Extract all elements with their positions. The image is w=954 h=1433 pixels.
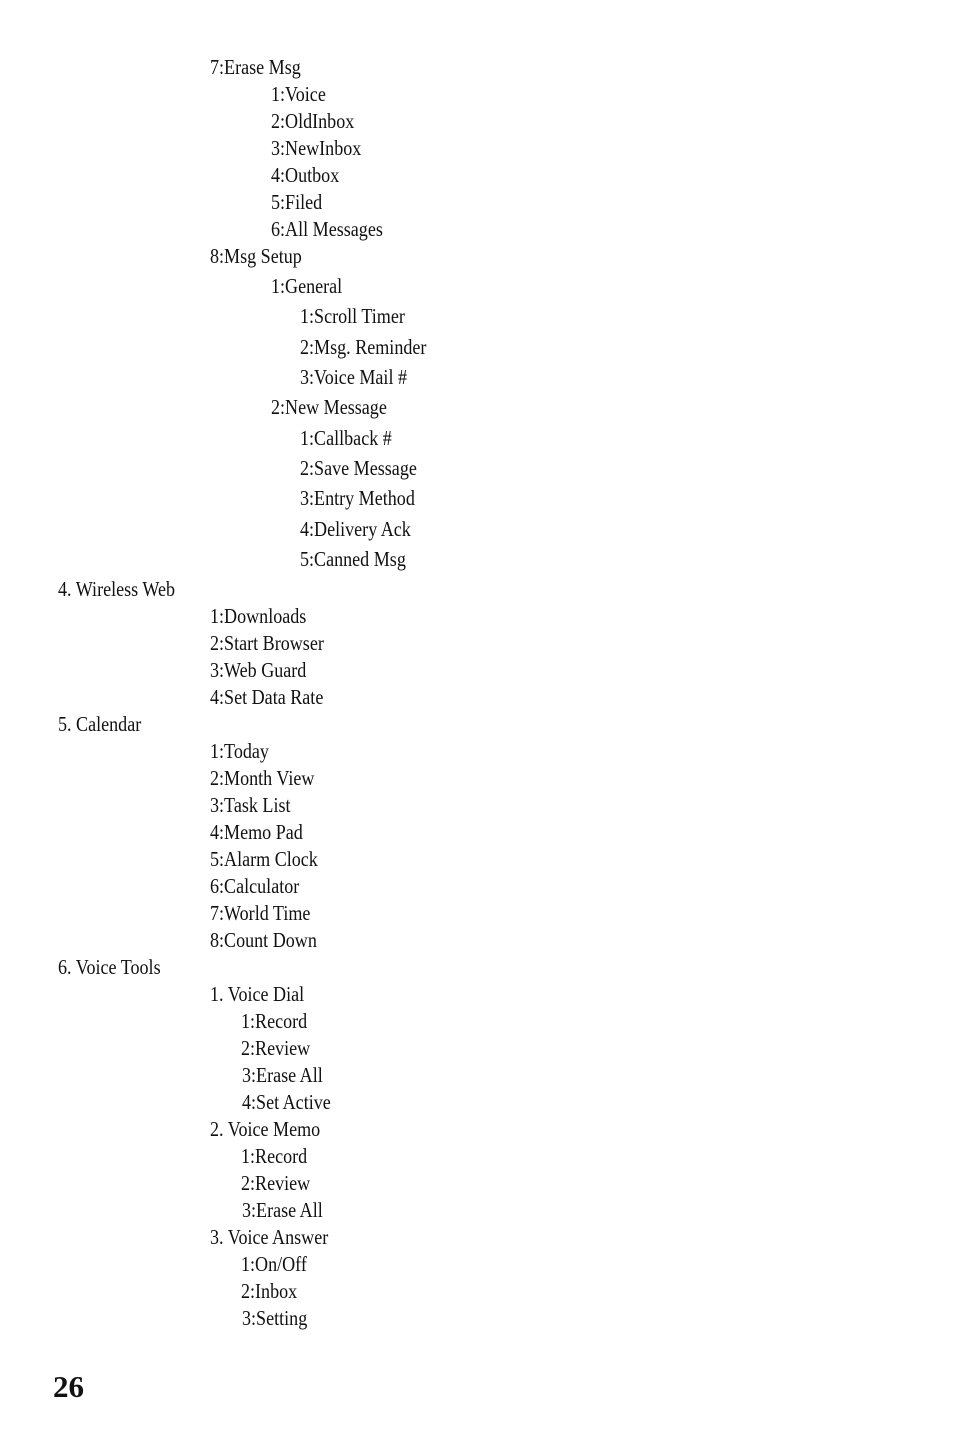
- menu-item: 2:Inbox: [241, 1279, 298, 1303]
- menu-item: 3:Erase All: [242, 1063, 323, 1087]
- menu-item: 4:Delivery Ack: [300, 517, 411, 541]
- menu-section: 5. Calendar: [58, 712, 142, 736]
- menu-item: 3:Web Guard: [210, 658, 307, 682]
- menu-item: 2:New Message: [271, 395, 387, 419]
- menu-item: 2:Review: [241, 1171, 311, 1195]
- menu-item: 5:Alarm Clock: [210, 847, 318, 871]
- menu-item: 2:Msg. Reminder: [300, 335, 427, 359]
- menu-item: 1:Record: [241, 1144, 308, 1168]
- menu-item: 2:Review: [241, 1036, 311, 1060]
- menu-item: 3. Voice Answer: [210, 1225, 329, 1249]
- menu-item: 1:Today: [210, 739, 269, 763]
- menu-item: 1:Callback #: [300, 426, 392, 450]
- menu-item: 3:Voice Mail #: [300, 365, 408, 389]
- menu-item: 5:Canned Msg: [300, 547, 406, 571]
- menu-item: 1:Voice: [271, 82, 326, 106]
- menu-section: 6. Voice Tools: [58, 955, 161, 979]
- menu-item: 4:Set Data Rate: [210, 685, 324, 709]
- menu-item: 2:Month View: [210, 766, 315, 790]
- menu-item: 5:Filed: [271, 190, 323, 214]
- menu-item: 2:Save Message: [300, 456, 417, 480]
- menu-item: 6:All Messages: [271, 217, 383, 241]
- menu-item: 1:Downloads: [210, 604, 307, 628]
- menu-item: 4:Outbox: [271, 163, 340, 187]
- menu-item: 3:Erase All: [242, 1198, 323, 1222]
- menu-item: 3:NewInbox: [271, 136, 362, 160]
- menu-item: 1:Record: [241, 1009, 308, 1033]
- page-number: 26: [53, 1369, 84, 1404]
- menu-item: 2:OldInbox: [271, 109, 355, 133]
- menu-item: 8:Count Down: [210, 928, 317, 952]
- menu-item: 1. Voice Dial: [210, 982, 305, 1006]
- menu-section: 4. Wireless Web: [58, 577, 176, 601]
- menu-item: 2. Voice Memo: [210, 1117, 321, 1141]
- menu-item: 1:General: [271, 274, 343, 298]
- menu-item: 6:Calculator: [210, 874, 300, 898]
- menu-item: 8:Msg Setup: [210, 244, 302, 268]
- menu-item: 3:Entry Method: [300, 486, 415, 510]
- menu-item: 1:On/Off: [241, 1252, 307, 1276]
- menu-item: 7:Erase Msg: [210, 55, 301, 79]
- menu-item: 4:Set Active: [242, 1090, 331, 1114]
- menu-item: 7:World Time: [210, 901, 311, 925]
- menu-item: 3:Task List: [210, 793, 291, 817]
- menu-item: 4:Memo Pad: [210, 820, 303, 844]
- menu-item: 3:Setting: [242, 1306, 308, 1330]
- menu-item: 1:Scroll Timer: [300, 304, 405, 328]
- menu-item: 2:Start Browser: [210, 631, 324, 655]
